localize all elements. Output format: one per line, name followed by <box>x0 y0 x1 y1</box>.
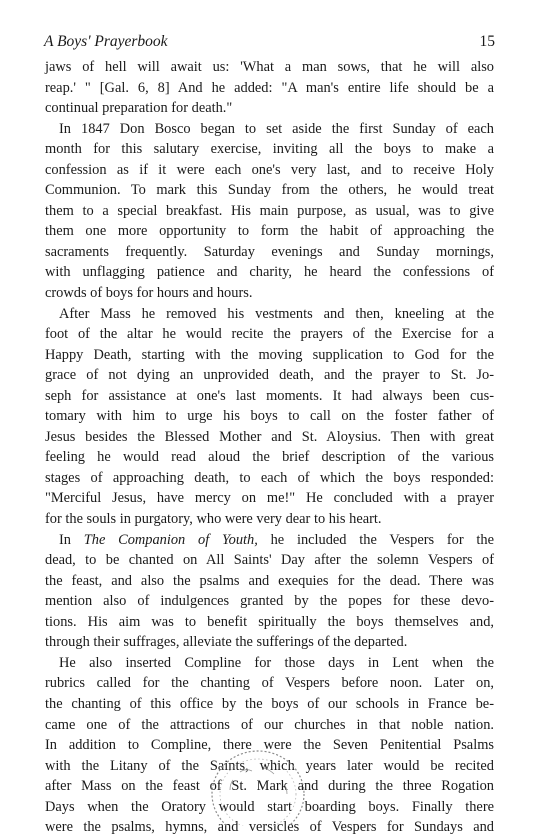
text-line: tomary with him to urge his boys to call on the foster father of <box>45 408 494 425</box>
text-line: Communion. To mark this Sunday from the others, he would treat <box>45 182 494 199</box>
text-line: foot of the altar he would recite the prayers of the Exercise for a <box>45 326 494 343</box>
text-line: with unflagging patience and charity, he heard the confessions of <box>45 264 494 281</box>
text-line: grace of not dying an unprovided death, and the prayer to St. Jo- <box>45 367 494 384</box>
text-line <box>45 530 494 551</box>
text-line: through their suffrages, alleviate the sufferings of the departed. <box>45 634 408 651</box>
text-line: for the souls in purgatory, who were very dear to his heart. <box>45 511 382 528</box>
text-span: he included the Vespers for the <box>257 531 494 548</box>
text-line: sacraments frequently. Saturday evenings and Sunday mornings, <box>45 243 494 260</box>
text-line: rubrics called for the chanting of Vespers before noon. Later on, <box>45 675 494 692</box>
text-span: In <box>59 531 84 548</box>
text-line: mention also of indulgences granted by the popes for these devo- <box>45 593 494 610</box>
text-line: Days when the Oratory would start boarding boys. Finally there <box>45 798 494 815</box>
text-line: After Mass he removed his vestments and then, kneeling at the <box>59 305 494 322</box>
running-title: A Boys' Prayerbook <box>44 33 168 50</box>
library-stamp <box>200 742 316 826</box>
text-line: continual preparation for death." <box>45 100 233 117</box>
text-line: them to a special breakfast. His main purpose, as usual, was to give <box>45 202 494 219</box>
text-line: confession as if it were each one's very last, and to receive Holy <box>45 161 494 178</box>
text-line: feeling he would read aloud the brief description of the various <box>45 449 494 466</box>
text-line: month for this salutary exercise, inviting all the boys to make a <box>45 141 494 158</box>
text-line: stages of approaching death, to each of which the boys responded: <box>45 469 494 486</box>
text-line: were the psalms, hymns, and versicles of Vespers for Sundays and <box>45 819 494 836</box>
text-line: "Merciful Jesus, have mercy on me!" He concluded with a prayer <box>45 490 494 507</box>
page-body <box>45 57 494 838</box>
paragraph-3 <box>45 304 494 530</box>
paragraph-4 <box>45 530 494 653</box>
text-line: crowds of boys for hours and hours. <box>45 285 253 302</box>
page-number: 15 <box>479 33 495 50</box>
paragraph-1 <box>45 57 494 119</box>
text-line: reap.' " [Gal. 6, 8] And he added: "A man's entire life should be a <box>45 79 494 96</box>
text-line: the chanting of this office by the boys of our schools in France be- <box>45 695 494 712</box>
paragraph-2 <box>45 119 494 304</box>
text-line: Happy Death, starting with the moving supplication to God for the <box>45 346 494 363</box>
text-line: dead, to be chanted on All Saints' Day after the solemn Vespers of <box>45 552 494 569</box>
text-line: Jesus besides the Blessed Mother and St. Aloysius. Then with great <box>45 428 494 445</box>
text-line: In addition to Compline, there were the Seven Penitential Psalms <box>45 737 494 754</box>
book-title: The Companion of Youth, <box>83 531 258 548</box>
text-line: came one of the attractions of our churches in that noble nation. <box>45 716 494 733</box>
text-line: after Mass on the feast of St. Mark and during the three Rogation <box>45 778 494 795</box>
text-line: tions. His aim was to benefit spiritually the boys themselves and, <box>45 613 494 630</box>
text-line: jaws of hell will await us: 'What a man sows, that he will also <box>45 59 494 75</box>
text-line: with the Litany of the Saints, which years later would be recited <box>45 757 494 774</box>
text-line: them one more opportunity to form the habit of approaching the <box>45 223 494 240</box>
text-line: In 1847 Don Bosco began to set aside the first Sunday of each <box>59 120 494 137</box>
text-line: the feast, and also the psalms and exequies for the dead. There was <box>45 572 494 589</box>
text-line: seph for assistance at one's last moments. It had always been cus- <box>45 387 494 404</box>
text-line: He also inserted Compline for those days in Lent when the <box>59 654 494 671</box>
page-header <box>44 33 495 53</box>
